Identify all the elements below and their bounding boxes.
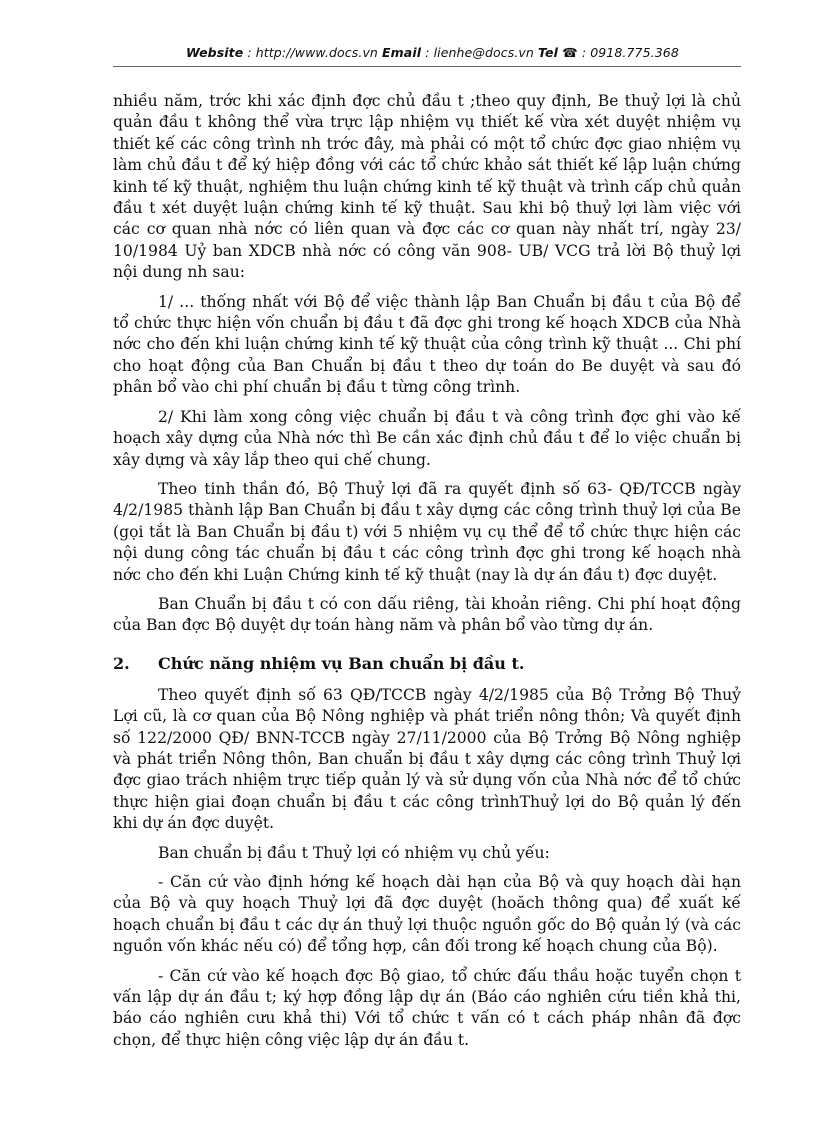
paragraph: 1/ ... thống nhất với Bộ để việc thành lập Ban Chuẩn bị đầu t của Bộ để tổ chức thực hiện vốn chuẩn bị đầu t đã đợc ghi trong kế hoạch XDCB của Nhà nớc cho đến khi luận chứng kinh tế kỹ thuật của công trình kỹ thuật ... Chi phí cho hoạt động của Ban Chuẩn bị đầu t theo dự toán do Be duyệt và sau đó phân bổ vào chi phí chuẩn bị đầu t từng công trình. [113,292,741,397]
phone-icon: ☎ [562,45,578,60]
email-label: Email [382,45,422,60]
list-item: - Căn cứ vào định hớng kế hoạch dài hạn của Bộ và quy hoạch dài hạn của Bộ và quy hoạch Thuỷ lợi đã đợc duyệt (hoăch thông qua) để xuất kế hoạch chuẩn bị đầu t các dự án thuỷ lợi thuộc nguồn gốc do Bộ quản lý (và các nguồn vốn khác nếu có) để tổng hợp, cân đối trong kế hoạch chung của Bộ). [113,873,741,956]
header-divider [113,66,741,67]
website-value: : http://www.docs.vn [247,45,378,60]
section-heading [113,653,741,675]
email-value: : lienhe@docs.vn [425,45,534,60]
paragraph: Theo tinh thần đó, Bộ Thuỷ lợi đã ra quyết định số 63- QĐ/TCCB ngày 4/2/1985 thành lập Ban Chuẩn bị đầu t xây dựng các công trình thuỷ lợi của Be (gọi tắt là Ban Chuẩn bị đầu t) với 5 nhiệm vụ cụ thể để tổ chức thực hiện các nội dung công tác chuẩn bị đầu t các công trình đợc ghi trong kế hoạch nhà nớc cho đến khi Luận Chứng kinh tế kỹ thuật (nay là dự án đầu t) đợc duyệt. [113,479,741,584]
tel-label: Tel [538,45,558,60]
paragraph: Ban Chuẩn bị đầu t có con dấu riêng, tài khoản riêng. Chi phí hoạt động của Ban đợc Bộ duyệt dự toán hàng năm và phân bổ vào từng dự án. [113,594,741,635]
section-number: 2. [113,653,130,673]
paragraph: 2/ Khi làm xong công việc chuẩn bị đầu t và công trình đợc ghi vào kế hoạch xây dựng của Nhà nớc thì Be cần xác định chủ đầu t để lo việc chuẩn bị xây dựng và xây lắp theo qui chế chung. [113,407,741,469]
section-title: Chức năng nhiệm vụ Ban chuẩn bị đầu t. [158,653,525,673]
paragraph: Ban chuẩn bị đầu t Thuỷ lợi có nhiệm vụ chủ yếu: [158,843,550,862]
website-label: Website [186,45,244,60]
document-body [113,91,741,1059]
page-header [186,45,706,60]
paragraph: nhiều năm, trớc khi xác định đợc chủ đầu t ;theo quy định, Be thuỷ lợi là chủ quản đầu t không thể vừa trực lập nhiệm vụ thiết kế vừa xét duyệt nhiệm vụ thiết kế các công trình nh trớc đây, mà phải có một tổ chức đợc giao nhiệm vụ làm chủ đầu t để ký hiệp đồng với các tổ chức khảo sát thiết kế lập luận chứng kinh tế kỹ thuật, nghiệm thu luận chứng kinh tế kỹ thuật và trình cấp chủ quản đầu t xét duyệt luận chứng kinh tế kỹ thuật. Sau khi bộ thuỷ lợi làm việc với các cơ quan nhà nớc có liên quan và đợc các cơ quan này nhất trí, ngày 23/ 10/1984 Uỷ ban XDCB nhà nớc có công văn 908- UB/ VCG trả lời Bộ thuỷ lợi nội dung nh sau: [113,92,741,282]
list-item: - Căn cứ vào kế hoạch đợc Bộ giao, tổ chức đấu thầu hoặc tuyển chọn t vấn lập dự án đầu t; ký hợp đồng lập dự án (Báo cáo nghiên cứu tiền khả thi, báo cáo nghiên cưu khả thi) Với tổ chức t vấn có t cách pháp nhân đã đợc chọn, để thực hiện công việc lập dự án đầu t. [113,966,741,1049]
tel-value: : 0918.775.368 [581,45,679,60]
paragraph: Theo quyết định số 63 QĐ/TCCB ngày 4/2/1985 của Bộ Trởng Bộ Thuỷ Lợi cũ, là cơ quan của Bộ Nông nghiệp và phát triển nông thôn; Và quyết định số 122/2000 QĐ/ BNN-TCCB ngày 27/11/2000 của Bộ Trởng Bộ Nông nghiệp và phát triển Nông thôn, Ban chuẩn bị đầu t xây dựng các công trình Thuỷ lợi đợc giao trách nhiệm trực tiếp quản lý và sử dụng vốn của Nhà nớc để tổ chức thực hiện giai đoạn chuẩn bị đầu t các công trìnhThuỷ lợi do Bộ quản lý đến khi dự án đợc duyệt. [113,685,741,833]
